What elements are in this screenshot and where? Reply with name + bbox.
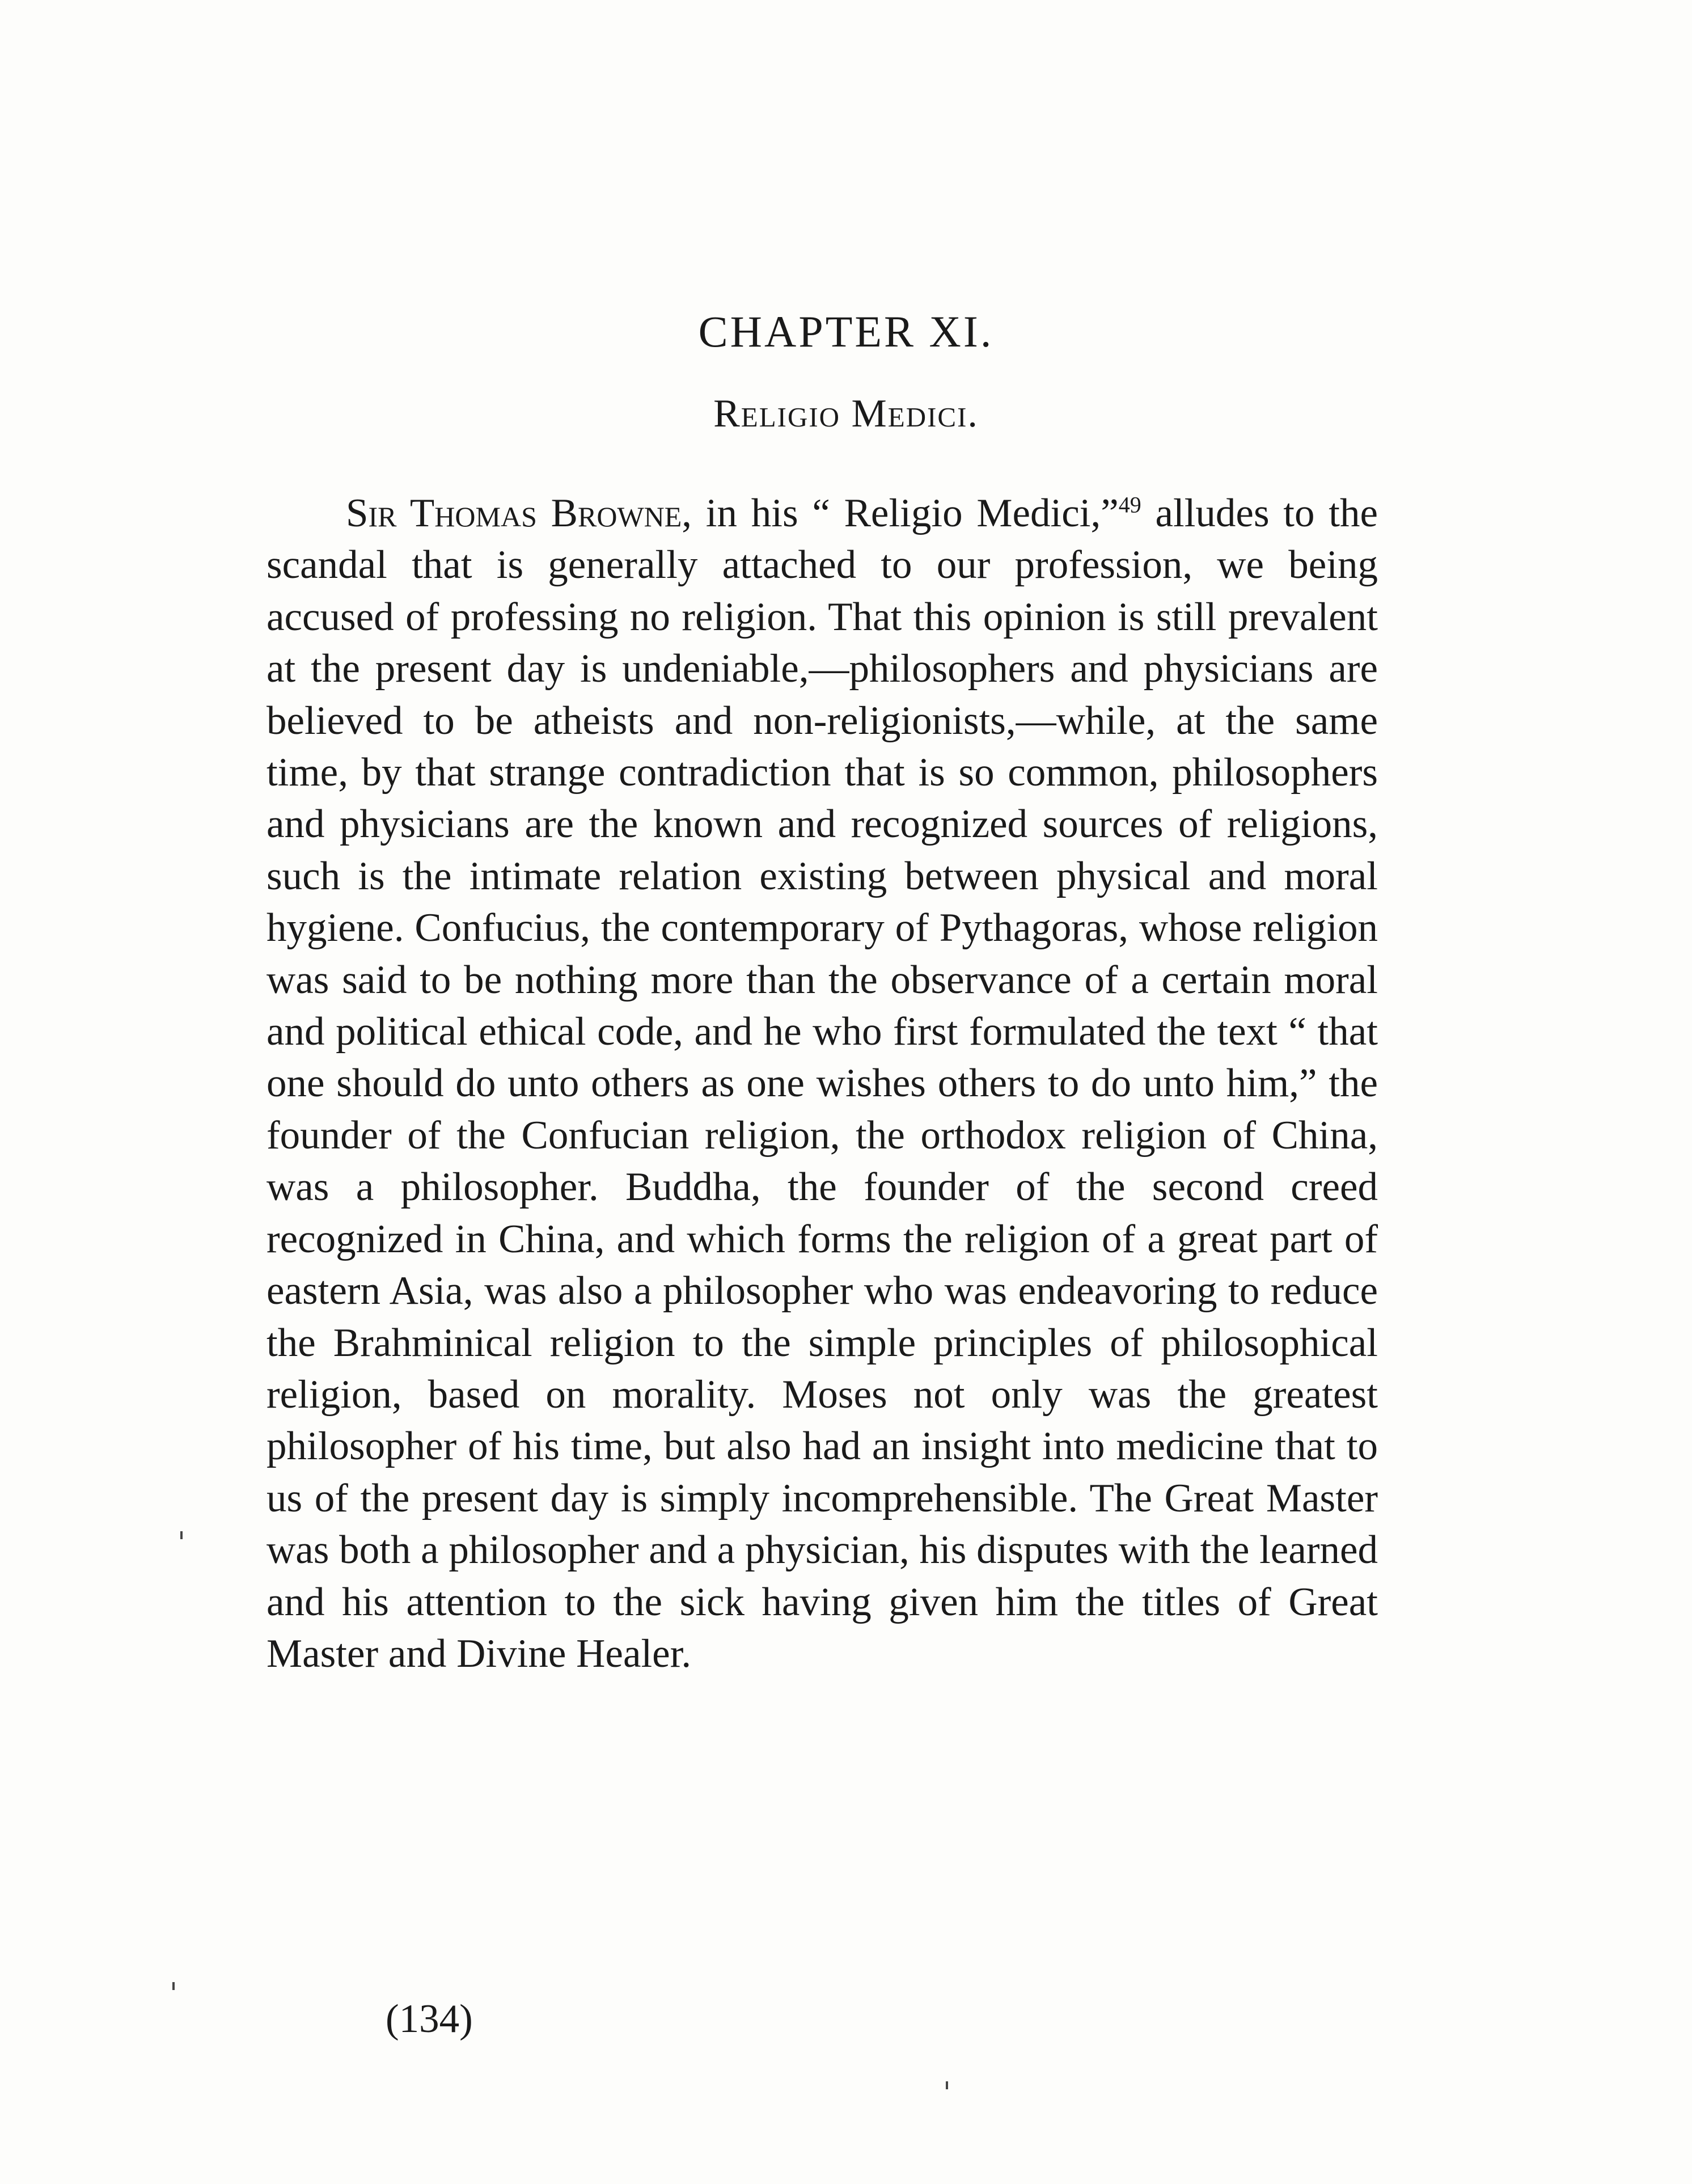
paragraph-text-start: , in his “ Religio Medici,”	[682, 491, 1119, 535]
scan-speck	[172, 1982, 175, 1990]
scan-speck	[180, 1531, 183, 1539]
author-name: Sir Thomas Browne	[346, 491, 682, 535]
scan-speck	[946, 2081, 948, 2089]
chapter-heading: CHAPTER XI.	[698, 307, 994, 356]
page-number: (134)	[386, 1997, 473, 2041]
paragraph-text-rest: alludes to the scandal that is generally attached to our profession, we being accused of professing no religion. That this opinion is still prevalent at the present day is undeniable,—philosophers and physicians are believed to be atheists and non-religionists,—while, at the same time, by that strange contradiction that is so common, philosophers and physicians are the known and recognized sources of religions, such is the intimate relation existing between physical and moral hygiene. Confucius, the contemporary of Pythagoras, whose religion was said to be nothing more than the observance of a certain moral and political ethical code, and he who first formulated the text “ that one should do unto others as one wishes others to do unto him,” the founder of the Confucian religion, the orthodox religion of China, was a philosopher. Buddha, the founder of the second creed recognized in China, and which forms the religion of a great part of eastern Asia, was also a philosopher who was endeavoring to reduce the Brahminical religion to the simple principles of philosophical religion, based on morality. Moses not only was the greatest philosopher of his time, but also had an insight into medicine that to us of the present day is simply incomprehensible. The Great Master was both a philosopher and a physician, his disputes with the learned and his attention to the sick having given him the titles of Great Master and Divine Healer.	[267, 491, 1378, 1676]
footnote-reference: 49	[1118, 492, 1141, 518]
chapter-subtitle: Religio Medici.	[713, 392, 979, 436]
body-paragraph	[267, 488, 1378, 1680]
